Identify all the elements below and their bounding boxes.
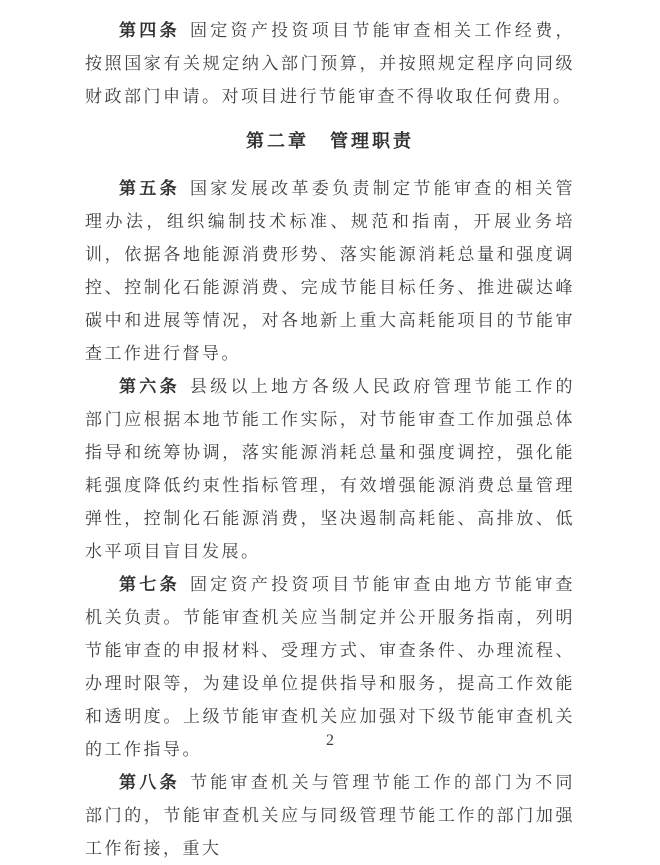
article-text: 国家发展改革委负责制定节能审查的相关管理办法，组织编制技术标准、规范和指南，开展业务培训，依据各地能源消费形势、落实能源消耗总量和强度调控、控制化石能源消费、完成节能目标任务、推进碳达峰碳中和进展等情况，对各地新上重大高耗能项目的节能审查工作进行督导。 [85,179,576,363]
article-paragraph [85,172,575,370]
article-number: 第五条 [119,179,180,198]
article-text: 节能审查机关与管理节能工作的部门为不同部门的，节能审查机关应与同级管理节能工作的部门加强工作衔接，重大 [85,773,576,858]
article-paragraph [85,14,575,113]
article-paragraph [85,766,575,865]
article-paragraph [85,370,575,568]
article-text: 固定资产投资项目节能审查由地方节能审查机关负责。节能审查机关应当制定并公开服务指南，列明节能审查的申报材料、受理方式、审查条件、办理流程、办理时限等，为建设单位提供指导和服务，提高工作效能和透明度。上级节能审查机关应加强对下级节能审查机关的工作指导。 [85,575,576,759]
article-number: 第七条 [119,575,180,594]
article-number: 第八条 [119,773,180,792]
article-number: 第四条 [119,21,180,40]
article-text: 县级以上地方各级人民政府管理节能工作的部门应根据本地节能工作实际，对节能审查工作加强总体指导和统筹协调，落实能源消耗总量和强度调控，强化能耗强度降低约束性指标管理，有效增强能源消费总量管理弹性，控制化石能源消费，坚决遏制高耗能、高排放、低水平项目盲目发展。 [85,377,576,561]
chapter-heading: 第二章 管理职责 [246,131,414,151]
article-text: 固定资产投资项目节能审查相关工作经费，按照国家有关规定纳入部门预算，并按照规定程序向同级财政部门申请。对项目进行节能审查不得收取任何费用。 [85,21,576,106]
article-number: 第六条 [119,377,180,396]
page-number: 2 [326,732,334,749]
